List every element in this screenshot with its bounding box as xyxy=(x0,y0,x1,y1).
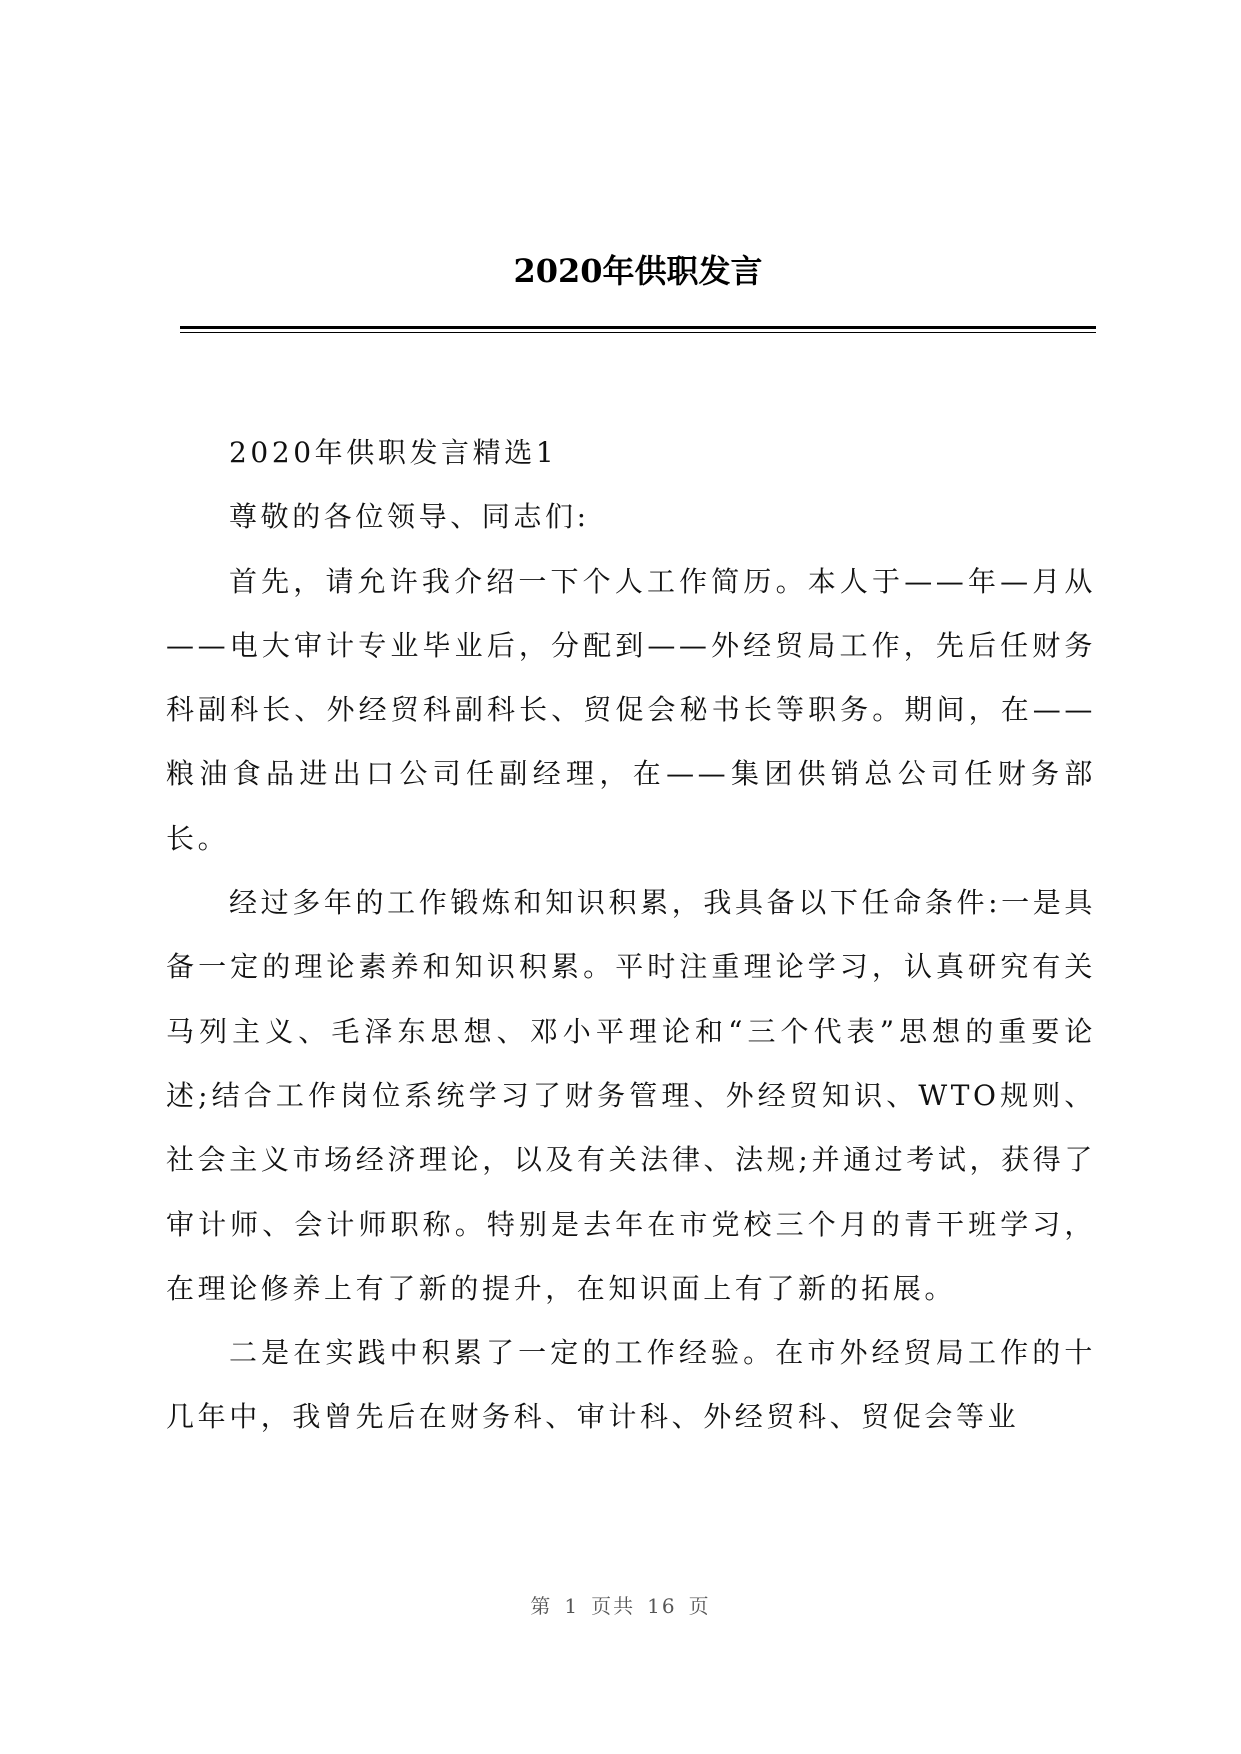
section-heading: 2020年供职发言精选1 xyxy=(229,436,558,469)
footer-prefix: 第 xyxy=(530,1594,553,1618)
salutation: 尊敬的各位领导、同志们: xyxy=(229,500,590,534)
footer-total-pages: 16 xyxy=(647,1594,677,1618)
title-rule-thin xyxy=(180,332,1096,333)
footer-current-page: 1 xyxy=(564,1594,580,1618)
document-title: 2020年供职发言 xyxy=(513,252,763,290)
paragraph: 二是在实践中积累了一定的工作经验。在市外经贸局工作的十几年中，我曾先后在财务科、审计科、外经贸科、贸促会等业 xyxy=(166,1336,1096,1434)
paragraph: 首先，请允许我介绍一下个人工作简历。本人于——年—月从——电大审计专业毕业后，分配到——外经贸局工作，先后任财务科副科长、外经贸科副科长、贸促会秘书长等职务。期间，在——粮油食品进出口公司任副经理，在——集团供销总公司任财务部长。 xyxy=(166,564,1096,855)
footer-suffix: 页 xyxy=(688,1594,711,1618)
document-body xyxy=(166,421,1096,1450)
footer-middle: 页共 xyxy=(591,1594,636,1618)
paragraph: 经过多年的工作锻炼和知识积累，我具备以下任命条件:一是具备一定的理论素养和知识积累。平时注重理论学习，认真研究有关马列主义、毛泽东思想、邓小平理论和“三个代表”思想的重要论述;结合工作岗位系统学习了财务管理、外经贸知识、WTO规则、社会主义市场经济理论，以及有关法律、法规;并通过考试，获得了审计师、会计师职称。特别是去年在市党校三个月的青干班学习，在理论修养上有了新的提升，在知识面上有了新的拓展。 xyxy=(166,886,1096,1305)
title-rule-thick xyxy=(180,326,1096,329)
page-footer xyxy=(0,1590,1241,1619)
